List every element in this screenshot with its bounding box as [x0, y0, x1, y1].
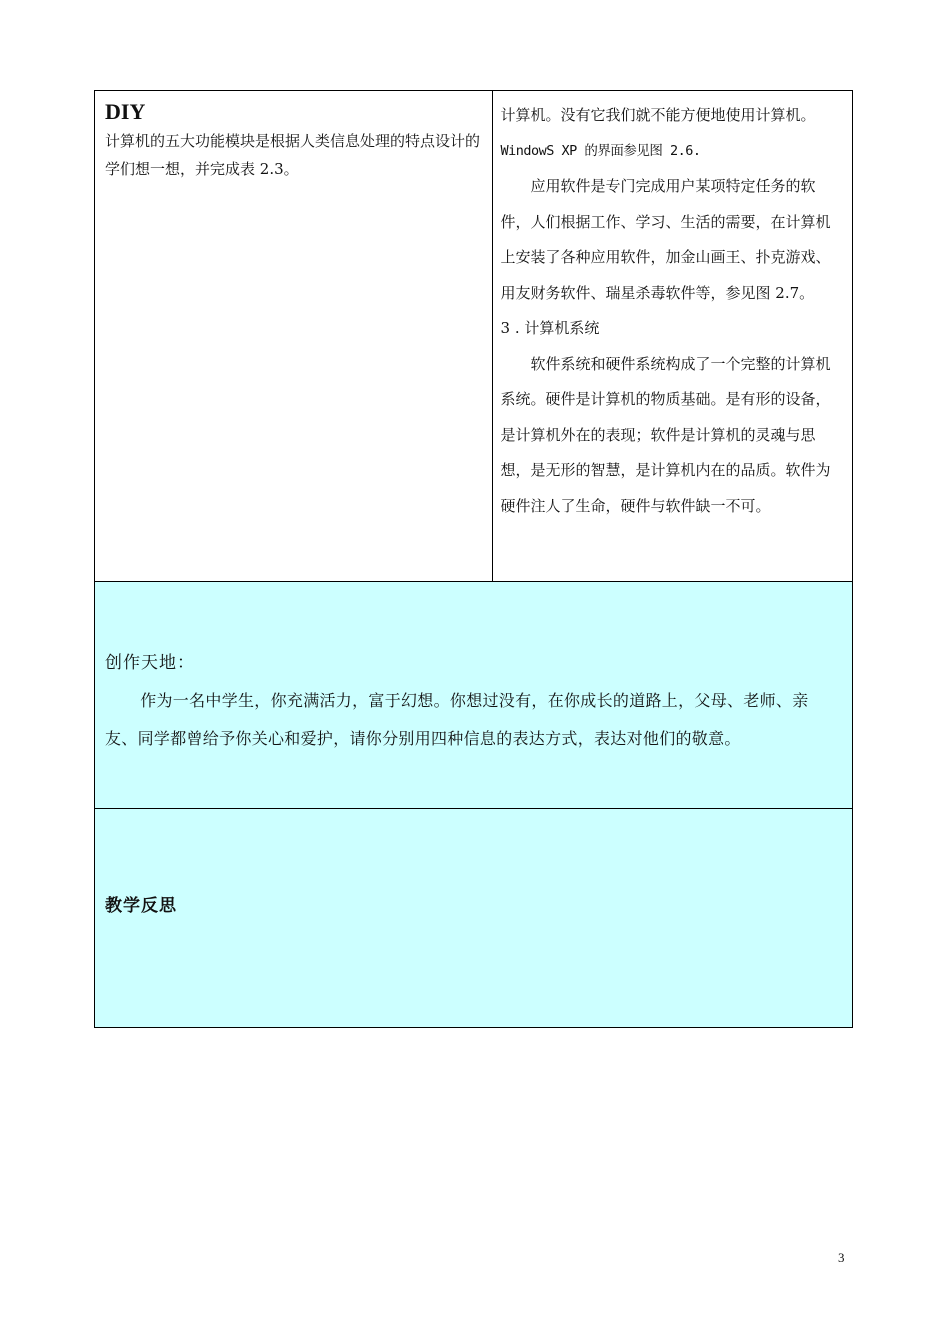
chuangzuo-title: 创作天地：	[105, 653, 195, 673]
fansi-title: 教学反思	[105, 896, 177, 916]
content-table	[94, 90, 853, 1028]
chuangzuo-row	[95, 582, 853, 809]
diy-title: DIY	[105, 99, 146, 124]
page-number: 3	[838, 1250, 845, 1265]
computer-system-heading: 3 . 计算机系统	[500, 319, 600, 337]
chuangzuo-body: 作为一名中学生，你充满活力，富于幻想。你想过没有，在你成长的道路上，父母、老师、亲友、同学都曾给予你关心和爱护，请你分别用四种信息的表达方式，表达对他们的敬意。	[105, 691, 809, 748]
software-line-1: 计算机。没有它我们就不能方便地使用计算机。	[500, 106, 816, 124]
diy-text: 计算机的五大功能模块是根据人类信息处理的特点设计的学们想一想，并完成表 2.3。	[105, 132, 481, 178]
application-software-paragraph: 应用软件是专门完成用户某项特定任务的软件，人们根据工作、学习、生活的需要，在计算机上安装了各种应用软件，加金山画王、扑克游戏、用友财务软件、瑞星杀毒软件等，参见图 2.7。	[500, 177, 831, 302]
computer-system-paragraph: 软件系统和硬件系统构成了一个完整的计算机系统。硬件是计算机的物质基础。是有形的设备，是计算机外在的表现；软件是计算机的灵魂与思想，是无形的智慧，是计算机内在的品质。软件为硬件注人了生命，硬件与软件缺一不可。	[500, 354, 831, 515]
lesson-table	[94, 90, 853, 1028]
fansi-cell	[95, 809, 853, 1028]
diy-cell	[95, 91, 493, 582]
fansi-row	[95, 809, 853, 1028]
software-text	[493, 91, 852, 524]
top-row	[95, 91, 853, 582]
software-text-cell	[492, 91, 852, 582]
chuangzuo-cell	[95, 582, 853, 809]
windows-xp-line: WindowS XP 的界面参见图 2.6.	[500, 142, 701, 159]
